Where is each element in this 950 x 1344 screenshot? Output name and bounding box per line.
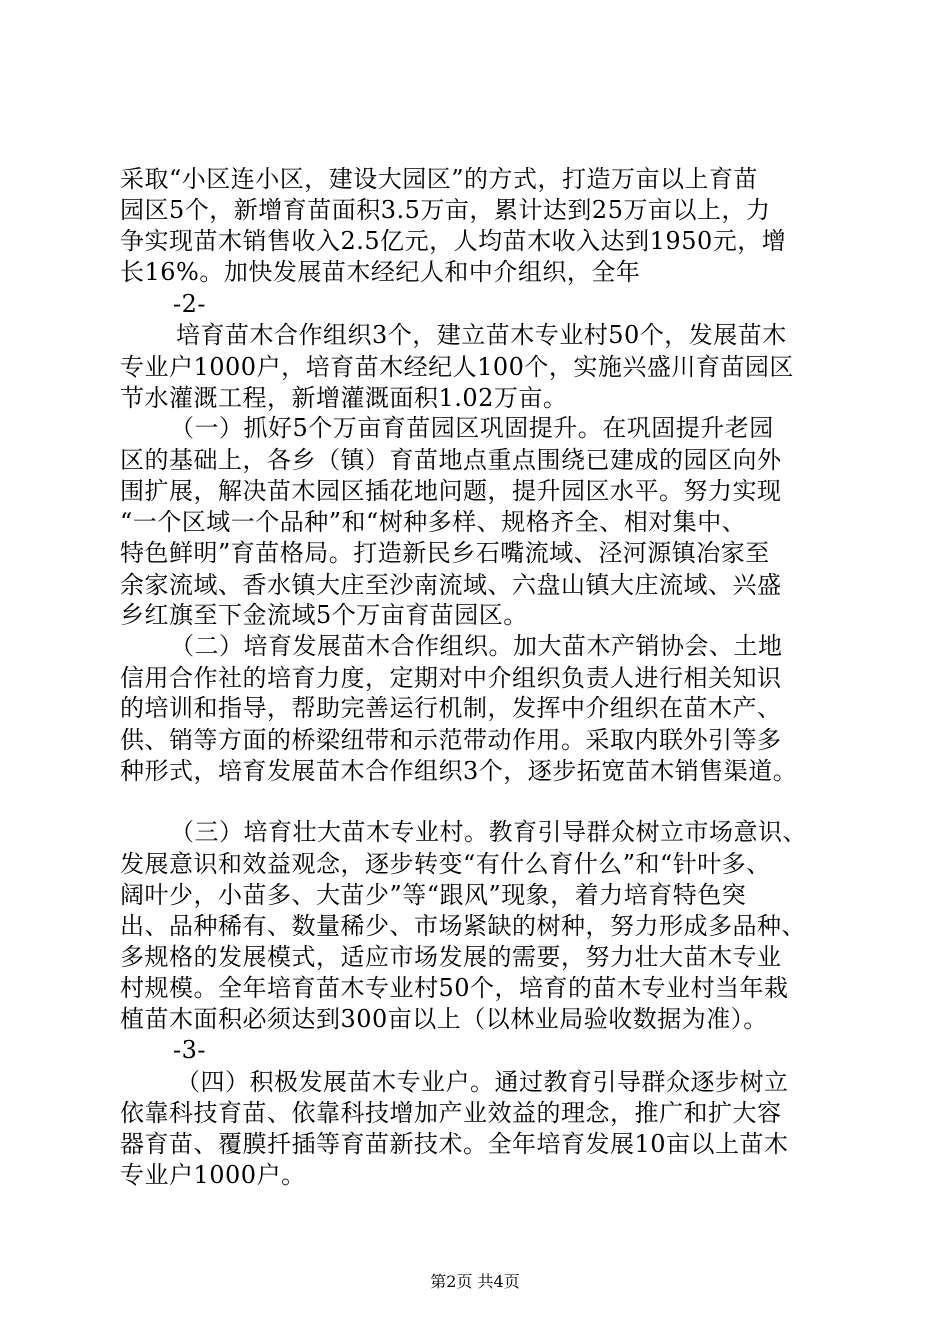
text-line: 长16%。加快发展苗木经纪人和中介组织，全年 [120, 258, 641, 287]
text-line: “一个区域一个品种”和“树种多样、规格齐全、相对集中、 [120, 507, 747, 536]
text-line: 发展意识和效益观念，逐步转变“有什么育什么”和“针叶多、 [120, 849, 771, 878]
text-line: 信用合作社的培育力度，定期对中介组织负责人进行相关知识 [120, 663, 782, 692]
text-line: 出、品种稀有、数量稀少、市场紧缺的树种，努力形成多品种、 [120, 911, 806, 940]
paragraph-heading-line: （四）积极发展苗木专业户。通过教育引导群众逐步树立 [176, 1067, 789, 1096]
text-line: 区的基础上，各乡（镇）育苗地点重点围绕已建成的园区向外 [120, 445, 782, 474]
page-marker: -3- [173, 1036, 206, 1065]
paragraph-heading-line: （二）培育发展苗木合作组织。加大苗木产销协会、土地 [170, 632, 783, 661]
text-line: 的培训和指导，帮助完善运行机制，发挥中介组织在苗木产、 [120, 694, 782, 723]
paragraph-heading-line: （三）培育壮大苗木专业村。教育引导群众树立市场意识、 [170, 818, 807, 847]
text-line: 村规模。全年培育苗木专业村50个，培育的苗木专业村当年栽 [120, 974, 789, 1003]
text-line: 专业户1000户。 [120, 1161, 306, 1189]
text-line: 阔叶少，小苗多、大苗少”等“跟风”现象，着力培育特色突 [120, 881, 747, 909]
text-line: 培育苗木合作组织3个，建立苗木专业村50个，发展苗木 [176, 321, 787, 350]
text-line: 依靠科技育苗、依靠科技增加产业效益的理念，推广和扩大容 [120, 1099, 782, 1128]
text-line: 乡红旗至下金流域5个万亩育苗园区。 [120, 601, 528, 630]
text-line: 围扩展，解决苗木园区插花地问题，提升园区水平。努力实现 [120, 477, 782, 506]
text-line: 多规格的发展模式，适应市场发展的需要，努力壮大苗木专业 [120, 943, 782, 971]
text-line: 节水灌溉工程，新增灌溉面积1.02万亩。 [120, 383, 568, 412]
text-line: 专业户1000户，培育苗木经纪人100个，实施兴盛川育苗园区 [120, 352, 794, 381]
paragraph-heading-line: （一）抓好5个万亩育苗园区巩固提升。在巩固提升老园 [170, 414, 774, 443]
page-footer: 第2页 共4页 [430, 1272, 520, 1291]
text-line: 特色鲜明”育苗格局。打造新民乡石嘴流域、泾河源镇冶家至 [120, 539, 770, 568]
text-line: 植苗木面积必须达到300亩以上（以林业局验收数据为准）。 [120, 1004, 768, 1033]
text-line: 采取“小区连小区，建设大园区”的方式，打造万亩以上育苗 [120, 165, 759, 193]
page-marker: -2- [173, 289, 206, 318]
text-line: 种形式，培育发展苗木合作组织3个，逐步拓宽苗木销售渠道。 [120, 757, 798, 786]
text-line: 争实现苗木销售收入2.5亿元，人均苗木收入达到1950元，增 [120, 226, 787, 255]
text-line: 园区5个，新增育苗面积3.5万亩，累计达到25万亩以上，力 [120, 196, 771, 225]
text-line: 余家流域、香水镇大庄至沙南流域、六盘山镇大庄流域、兴盛 [120, 570, 782, 599]
text-line: 器育苗、覆膜扦插等育苗新技术。全年培育发展10亩以上苗木 [120, 1130, 789, 1159]
text-line: 供、销等方面的桥梁纽带和示范带动作用。采取内联外引等多 [120, 725, 782, 754]
